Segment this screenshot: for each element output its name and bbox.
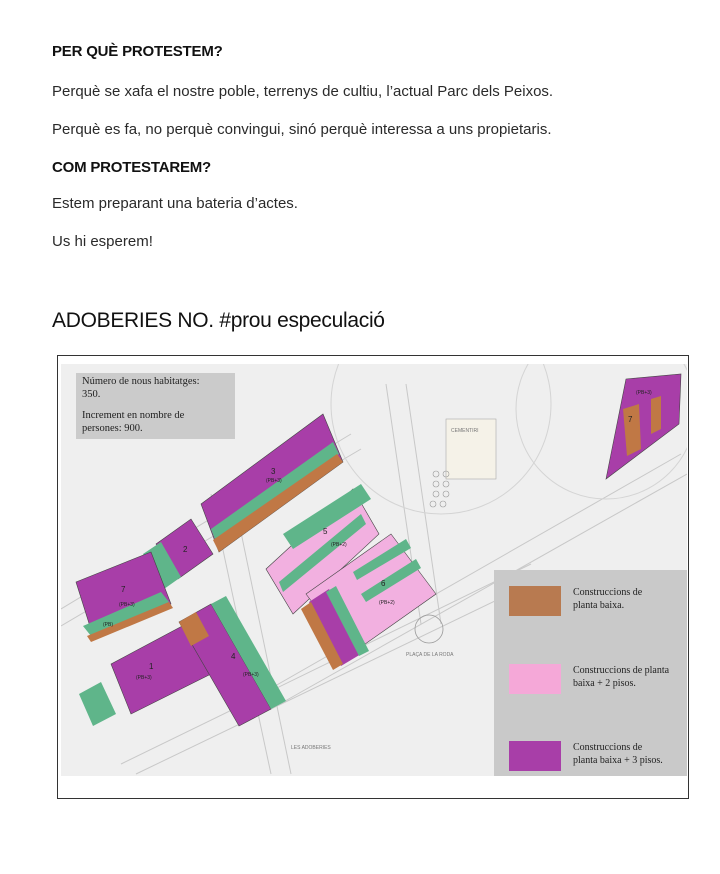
block-1-number: 1 bbox=[149, 662, 154, 671]
svg-text:(PB+3): (PB+3) bbox=[636, 390, 652, 396]
stats-line-2: 350. bbox=[82, 388, 101, 400]
block-2-number: 2 bbox=[183, 545, 188, 554]
cemetery-label: CEMENTIRI bbox=[451, 428, 479, 434]
stats-box bbox=[76, 373, 235, 439]
svg-text:(PB+3): (PB+3) bbox=[243, 672, 259, 678]
urban-plan-map bbox=[61, 364, 687, 776]
legend-item-ground bbox=[509, 586, 684, 620]
stats-line-4: persones: 900. bbox=[82, 422, 143, 434]
svg-text:(PB+2): (PB+2) bbox=[379, 600, 395, 606]
paragraph-1: Perquè se xafa el nostre poble, terrenys de cultiu, l’actual Parc dels Peixos. bbox=[52, 83, 554, 100]
legend-text-ground: Construccions de planta baixa. bbox=[573, 587, 643, 611]
legend-swatch-plus3 bbox=[509, 741, 561, 771]
map-figure bbox=[57, 355, 689, 799]
map-legend bbox=[494, 570, 687, 776]
svg-text:(PB+2): (PB+2) bbox=[331, 542, 347, 548]
svg-text:(PB): (PB) bbox=[103, 622, 113, 628]
stats-line-1: Número de nous habitatges: bbox=[82, 376, 200, 387]
section-title: ADOBERIES NO. #prou especulació bbox=[52, 309, 385, 332]
block-7-number: 7 bbox=[121, 585, 126, 594]
paragraph-2: Perquè es fa, no perquè convingui, sinó perquè interessa a uns propietaris. bbox=[52, 121, 552, 138]
stats-line-3: Increment en nombre de bbox=[82, 410, 185, 422]
block-6-number: 6 bbox=[381, 579, 386, 588]
heading-how: COM PROTESTAREM? bbox=[52, 159, 212, 176]
svg-text:(PB+3): (PB+3) bbox=[266, 478, 282, 484]
legend-text-plus2: Construccions de planta baixa + 2 pisos. bbox=[573, 665, 670, 689]
heading-why: PER QUÈ PROTESTEM? bbox=[52, 43, 223, 60]
block-4-number: 4 bbox=[231, 652, 236, 661]
legend-item-plus3 bbox=[509, 741, 684, 775]
adoberies-label: LES ADOBERIES bbox=[291, 745, 331, 751]
legend-text-plus3: Construccions de planta baixa + 3 pisos. bbox=[573, 742, 663, 766]
block-7-east-number: 7 bbox=[628, 415, 633, 424]
block-5-number: 5 bbox=[323, 527, 328, 536]
legend-item-plus2 bbox=[509, 664, 684, 698]
legend-swatch-ground bbox=[509, 586, 561, 616]
legend-swatch-plus2 bbox=[509, 664, 561, 694]
plaza-roda-label: PLAÇA DE LA RODA bbox=[406, 652, 454, 658]
paragraph-4: Us hi esperem! bbox=[52, 233, 153, 250]
svg-text:(PB+3): (PB+3) bbox=[119, 602, 135, 608]
block-3-number: 3 bbox=[271, 467, 276, 476]
paragraph-3: Estem preparant una bateria d’actes. bbox=[52, 195, 298, 212]
svg-text:(PB+3): (PB+3) bbox=[136, 675, 152, 681]
